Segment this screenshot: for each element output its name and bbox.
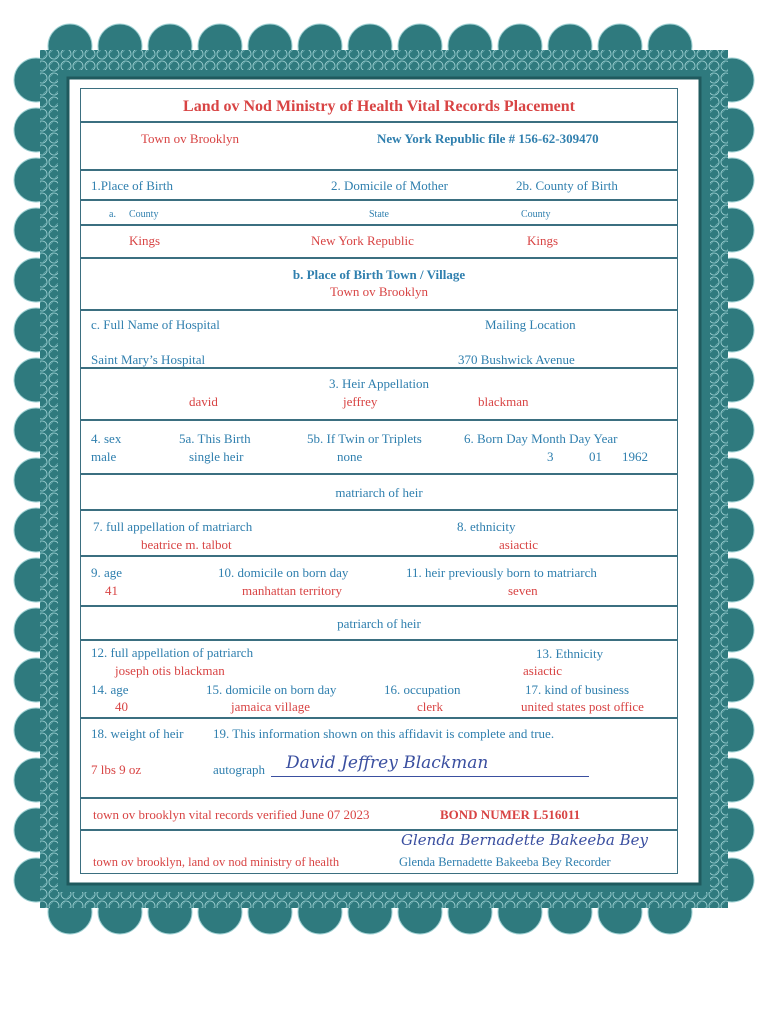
certificate-body <box>80 88 678 882</box>
affidavit-statement: 19. This information shown on this affidavit is complete and true. <box>213 726 555 741</box>
birth-day: 01 <box>589 449 602 464</box>
hospital-label: c. Full Name of Hospital <box>91 317 220 332</box>
patriarch-age-value: 40 <box>115 699 128 714</box>
recorder-signature: Glenda Bernadette Bakeeba Bey <box>401 831 648 849</box>
patriarch-name-label: 12. full appellation of patriarch <box>91 645 254 660</box>
sex-value: male <box>91 449 117 464</box>
file-number: New York Republic file # 156-62-309470 <box>377 131 599 146</box>
matriarch-section <box>80 510 678 556</box>
heir-first-name: david <box>189 394 218 409</box>
county-value: Kings <box>129 233 161 248</box>
place-of-birth-label: 1.Place of Birth <box>91 178 173 193</box>
county-value-2: Kings <box>527 233 559 248</box>
heir-middle-name: jeffrey <box>343 394 378 409</box>
county-sublabel-2: County <box>521 209 551 220</box>
verification-text: town ov brooklyn vital records verified June 07 2023 <box>93 807 370 822</box>
footer-section <box>80 830 678 874</box>
birth-year: 1962 <box>622 449 648 464</box>
matriarch-details-section <box>80 556 678 606</box>
heir-signature: David Jeffrey Blackman <box>286 753 489 773</box>
matriarch-age-value: 41 <box>105 583 118 598</box>
previous-births-value: seven <box>508 583 538 598</box>
twin-triplets-label: 5b. If Twin or Triplets <box>307 431 422 446</box>
patriarch-occupation-value: clerk <box>417 699 443 714</box>
bond-number: BOND NUMER L516011 <box>440 807 581 822</box>
heir-appellation-label: 3. Heir Appellation <box>328 376 429 391</box>
weight-label: 18. weight of heir <box>91 726 184 741</box>
matriarch-name-value: beatrice m. talbot <box>141 537 232 552</box>
weight-affidavit-section <box>80 718 678 798</box>
patriarch-age-label: 14. age <box>91 682 129 697</box>
twin-value: none <box>337 449 363 464</box>
weight-value: 7 lbs 9 oz <box>91 762 142 777</box>
county-values-section <box>80 225 678 258</box>
sex-label: 4. sex <box>91 431 122 446</box>
place-of-birth-section <box>80 170 678 200</box>
hospital-value: Saint Mary’s Hospital <box>91 352 206 367</box>
mailing-location-value: 370 Bushwick Avenue <box>458 352 575 367</box>
town-header: Town ov Brooklyn <box>141 131 240 146</box>
patriarch-occupation-label: 16. occupation <box>384 682 461 697</box>
born-day-label: 6. Born Day Month Day Year <box>464 431 618 446</box>
this-birth-label: 5a. This Birth <box>179 431 251 446</box>
document-title: Land ov Nod Ministry of Health Vital Records Placement <box>183 98 575 115</box>
matriarch-domicile-label: 10. domicile on born day <box>218 565 349 580</box>
county-of-birth-label: 2b. County of Birth <box>516 178 618 193</box>
verification-section <box>80 798 678 830</box>
town-village-section <box>80 258 678 310</box>
matriarch-name-label: 7. full appellation of matriarch <box>93 519 253 534</box>
title-section <box>80 88 678 122</box>
birth-details-section <box>80 420 678 474</box>
sub-a-label: a. <box>109 209 116 220</box>
matriarch-header-section <box>80 474 678 510</box>
patriarch-ethnicity-value: asiactic <box>523 663 562 678</box>
ministry-footer: town ov brooklyn, land ov nod ministry of health <box>93 855 340 869</box>
sublabels-section <box>80 200 678 225</box>
patriarch-ethnicity-label: 13. Ethnicity <box>536 646 604 661</box>
patriarch-section <box>80 640 678 718</box>
patriarch-business-label: 17. kind of business <box>525 682 629 697</box>
patriarch-business-value: united states post office <box>521 699 644 714</box>
mailing-location-label: Mailing Location <box>485 317 576 332</box>
this-birth-value: single heir <box>189 449 244 464</box>
town-village-value: Town ov Brooklyn <box>329 284 429 299</box>
file-section <box>80 122 678 170</box>
county-sublabel: County <box>129 209 159 220</box>
matriarch-ethnicity-label: 8. ethnicity <box>457 519 516 534</box>
domicile-of-mother-label: 2. Domicile of Mother <box>331 178 448 193</box>
birth-month: 3 <box>547 449 554 464</box>
matriarch-ethnicity-value: asiactic <box>499 537 538 552</box>
state-value: New York Republic <box>311 233 414 248</box>
state-sublabel: State <box>369 209 389 220</box>
autograph-label: autograph <box>213 762 265 777</box>
patriarch-domicile-label: 15. domicile on born day <box>206 682 337 697</box>
patriarch-header: patriarch of heir <box>337 616 421 631</box>
heir-last-name: blackman <box>478 394 529 409</box>
matriarch-domicile-value: manhattan territory <box>242 583 342 598</box>
patriarch-header-section <box>80 606 678 640</box>
autograph-line <box>271 776 589 777</box>
previous-births-label: 11. heir previously born to matriarch <box>406 565 597 580</box>
matriarch-age-label: 9. age <box>91 565 123 580</box>
patriarch-domicile-value: jamaica village <box>231 699 311 714</box>
town-village-label: b. Place of Birth Town / Village <box>292 267 466 282</box>
heir-name-section <box>80 368 678 420</box>
patriarch-name-value: joseph otis blackman <box>115 663 225 678</box>
hospital-section <box>80 310 678 368</box>
matriarch-header: matriarch of heir <box>335 485 423 500</box>
recorder-name: Glenda Bernadette Bakeeba Bey Recorder <box>399 855 611 869</box>
